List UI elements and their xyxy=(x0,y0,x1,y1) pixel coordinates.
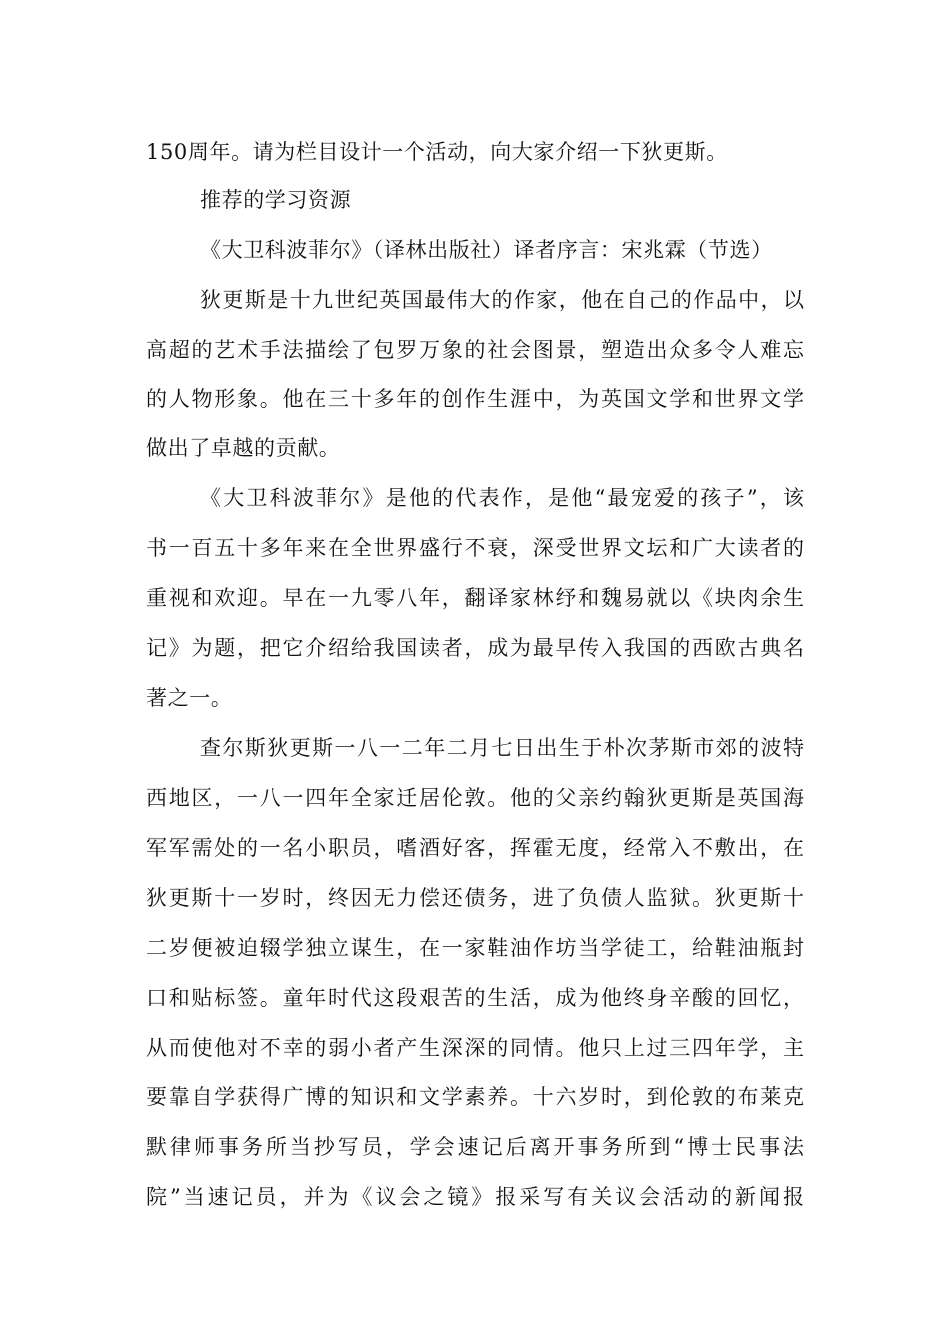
paragraph-1-line-2: 高超的艺术手法描绘了包罗万象的社会图景，塑造出众多令人难忘 xyxy=(146,338,804,362)
paragraph-3-line-1: 查尔斯狄更斯一八一二年二月七日出生于朴次茅斯市郊的波特 xyxy=(200,736,804,760)
paragraph-2-line-4: 记》为题，把它介绍给我国读者，成为最早传入我国的西欧古典名 xyxy=(146,636,804,660)
paragraph-1-line-4: 做出了卓越的贡献。 xyxy=(146,436,341,460)
paragraph-2-line-3: 重视和欢迎。早在一九零八年，翻译家林纾和魏易就以《块肉余生 xyxy=(146,586,804,610)
paragraph-1-line-1: 狄更斯是十九世纪英国最伟大的作家，他在自己的作品中，以 xyxy=(200,288,804,312)
paragraph-2-line-1: 《大卫科波菲尔》是他的代表作，是他“最宠爱的孩子”，该 xyxy=(200,486,804,510)
paragraph-3-line-3: 军军需处的一名小职员，嗜酒好客，挥霍无度，经常入不敷出，在 xyxy=(146,836,804,860)
paragraph-2-line-2: 书一百五十多年来在全世界盛行不衰，深受世界文坛和广大读者的 xyxy=(146,536,804,560)
paragraph-3-line-2: 西地区，一八一四年全家迁居伦敦。他的父亲约翰狄更斯是英国海 xyxy=(146,786,804,810)
source-citation: 《大卫科波菲尔》（译林出版社）译者序言：宋兆霖（节选） xyxy=(200,238,773,262)
paragraph-3-line-7: 从而使他对不幸的弱小者产生深深的同情。他只上过三四年学，主 xyxy=(146,1036,804,1060)
paragraph-3-line-4: 狄更斯十一岁时，终因无力偿还债务，进了负债人监狱。狄更斯十 xyxy=(146,886,804,910)
section-heading-resources: 推荐的学习资源 xyxy=(200,188,352,212)
paragraph-3-line-6: 口和贴标签。童年时代这段艰苦的生活，成为他终身辛酸的回忆， xyxy=(146,986,804,1010)
paragraph-3-line-9: 默律师事务所当抄写员，学会速记后离开事务所到“博士民事法 xyxy=(146,1135,804,1159)
paragraph-2-line-5: 著之一。 xyxy=(146,686,233,710)
paragraph-1-line-3: 的人物形象。他在三十多年的创作生涯中，为英国文学和世界文学 xyxy=(146,387,804,411)
paragraph-3-line-8: 要靠自学获得广博的知识和文学素养。十六岁时，到伦敦的布莱克 xyxy=(146,1085,804,1109)
paragraph-3-line-10: 院”当速记员，并为《议会之镜》报采写有关议会活动的新闻报 xyxy=(146,1185,804,1209)
paragraph-3-line-5: 二岁便被迫辍学独立谋生，在一家鞋油作坊当学徒工，给鞋油瓶封 xyxy=(146,936,804,960)
text-line-1: 150周年。请为栏目设计一个活动，向大家介绍一下狄更斯。 xyxy=(146,140,728,164)
